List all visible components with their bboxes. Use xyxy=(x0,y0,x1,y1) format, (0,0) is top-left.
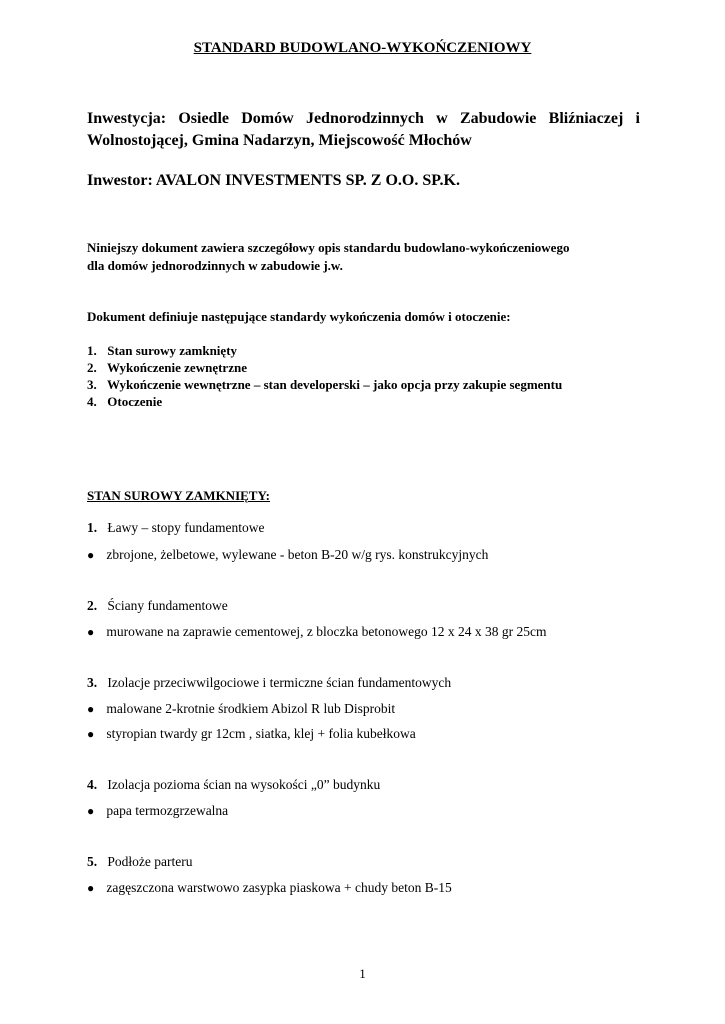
standards-list-item xyxy=(87,377,562,393)
item-label: Ściany fundamentowe xyxy=(107,598,228,613)
bullet-item xyxy=(87,726,416,742)
list-number: 1. xyxy=(87,343,97,358)
bullet-text: papa termozgrzewalna xyxy=(106,803,229,818)
section-item xyxy=(87,854,192,870)
item-number: 1. xyxy=(87,520,98,535)
intro-line-2: dla domów jednorodzinnych w zabudowie j.w. xyxy=(87,258,343,273)
item-number: 4. xyxy=(87,777,98,792)
section-item xyxy=(87,675,451,691)
intro-line-1: Niniejszy dokument zawiera szczegółowy opis standardu budowlano-wykończeniowego xyxy=(87,240,570,255)
list-number: 2. xyxy=(87,360,97,375)
item-number: 2. xyxy=(87,598,98,613)
standards-list-item xyxy=(87,343,237,359)
section-item xyxy=(87,777,380,793)
list-label: Stan surowy zamknięty xyxy=(107,343,238,358)
bullet-item xyxy=(87,803,228,819)
bullet-icon: ● xyxy=(87,625,95,639)
investor-line: Inwestor: AVALON INVESTMENTS SP. Z O.O. SP.K. xyxy=(87,172,460,189)
page-number: 1 xyxy=(359,966,366,981)
item-number: 5. xyxy=(87,854,98,869)
item-label: Ławy – stopy fundamentowe xyxy=(107,520,265,535)
investment-line-2: Wolnostojącej, Gmina Nadarzyn, Miejscowość Młochów xyxy=(87,132,472,149)
section-item xyxy=(87,520,264,536)
bullet-item xyxy=(87,624,546,640)
item-label: Izolacja pozioma ścian na wysokości „0” budynku xyxy=(107,777,381,792)
list-label: Wykończenie wewnętrzne – stan developerski – jako opcja przy zakupie segmentu xyxy=(107,377,563,392)
bullet-item xyxy=(87,547,488,563)
bullet-text: zbrojone, żelbetowe, wylewane - beton B-20 w/g rys. konstrukcyjnych xyxy=(106,547,489,562)
bullet-text: malowane 2-krotnie środkiem Abizol R lub Disprobit xyxy=(106,701,396,716)
document-title: STANDARD BUDOWLANO-WYKOŃCZENIOWY xyxy=(193,40,532,56)
bullet-item xyxy=(87,880,452,896)
bullet-item xyxy=(87,701,395,717)
bullet-icon: ● xyxy=(87,804,95,818)
list-number: 3. xyxy=(87,377,97,392)
item-label: Podłoże parteru xyxy=(107,854,193,869)
bullet-text: zagęszczona warstwowo zasypka piaskowa + chudy beton B-15 xyxy=(106,880,452,895)
item-number: 3. xyxy=(87,675,98,690)
list-label: Otoczenie xyxy=(107,394,163,409)
bullet-text: styropian twardy gr 12cm , siatka, klej + folia kubełkowa xyxy=(106,726,416,741)
standards-list-item xyxy=(87,360,247,376)
list-number: 4. xyxy=(87,394,97,409)
bullet-icon: ● xyxy=(87,881,95,895)
list-label: Wykończenie zewnętrzne xyxy=(107,360,247,375)
item-label: Izolacje przeciwwilgociowe i termiczne ścian fundamentowych xyxy=(107,675,452,690)
bullet-icon: ● xyxy=(87,548,95,562)
bullet-text: murowane na zaprawie cementowej, z bloczka betonowego 12 x 24 x 38 gr 25cm xyxy=(106,624,547,639)
section-heading: STAN SUROWY ZAMKNIĘTY: xyxy=(87,488,270,503)
section-item xyxy=(87,598,228,614)
bullet-icon: ● xyxy=(87,727,95,741)
bullet-icon: ● xyxy=(87,702,95,716)
definition-line: Dokument definiuje następujące standardy wykończenia domów i otoczenie: xyxy=(87,309,511,324)
standards-list-item xyxy=(87,394,162,410)
investment-line-1: Inwestycja: Osiedle Domów Jednorodzinnych w Zabudowie Bliźniaczej i xyxy=(87,110,640,127)
